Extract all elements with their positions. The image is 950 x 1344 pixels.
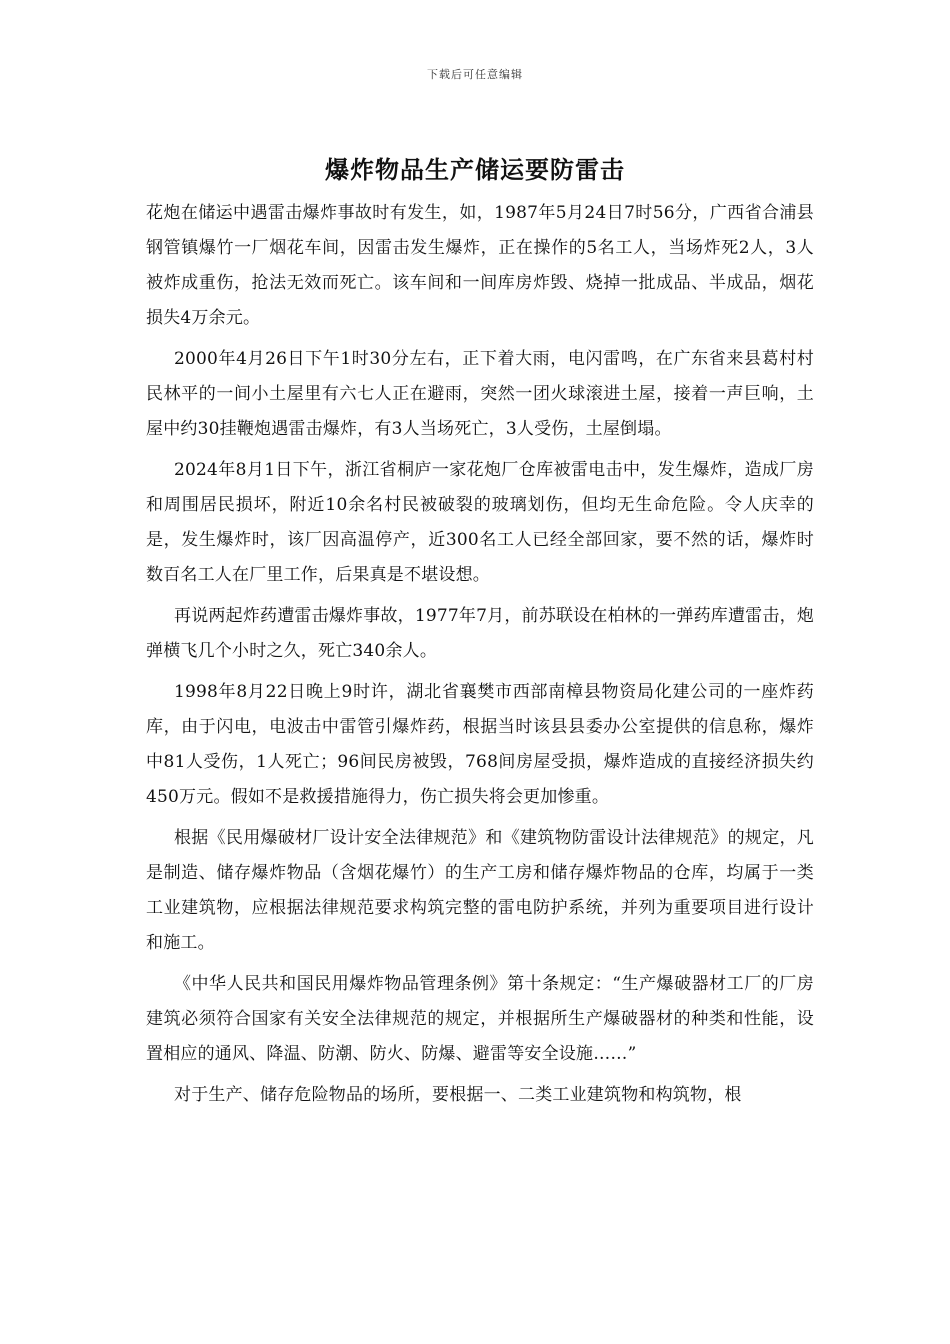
paragraph-7: 《中华人民共和国民用爆炸物品管理条例》第十条规定：“生产爆破器材工厂的厂房建筑必须符合国家有关安全法律规范的规定，并根据所生产爆破器材的种类和性能，设置相应的通风、降温、防潮、防火、防爆、避雷等安全设施……” — [146, 974, 814, 1064]
header-note: 下载后可任意编辑 — [427, 68, 523, 81]
document-title: 爆炸物品生产储运要防雷击 — [325, 155, 625, 184]
paragraph-6: 根据《民用爆破材厂设计安全法律规范》和《建筑物防雷设计法律规范》的规定，凡是制造、储存爆炸物品（含烟花爆竹）的生产工房和储存爆炸物品的仓库，均属于一类工业建筑物，应根据法律规范要求构筑完整的雷电防护系统，并列为重要项目进行设计和施工。 — [146, 828, 814, 953]
paragraph-1: 花炮在储运中遇雷击爆炸事故时有发生，如，1987年5月24日7时56分，广西省合浦县钢管镇爆竹一厂烟花车间，因雷击发生爆炸，正在操作的5名工人，当场炸死2人，3人被炸成重伤，抢法无效而死亡。该车间和一间库房炸毁、烧掉一批成品、半成品，烟花损失4万余元。 — [146, 203, 814, 328]
paragraph-3: 2024年8月1日下午，浙江省桐庐一家花炮厂仓库被雷电击中，发生爆炸，造成厂房和周围居民损坏，附近10余名村民被破裂的玻璃划伤，但均无生命危险。令人庆幸的是，发生爆炸时，该厂因高温停产，近300名工人已经全部回家，要不然的话，爆炸时数百名工人在厂里工作，后果真是不堪设想。 — [146, 460, 814, 585]
paragraph-2: 2000年4月26日下午1时30分左右，正下着大雨，电闪雷鸣，在广东省来县葛村村民林平的一间小土屋里有六七人正在避雨，突然一团火球滚进土屋，接着一声巨响，土屋中约30挂鞭炮遇雷击爆炸，有3人当场死亡，3人受伤，土屋倒塌。 — [146, 349, 814, 439]
document-body — [146, 196, 814, 1119]
paragraph-5: 1998年8月22日晚上9时许，湖北省襄樊市西部南樟县物资局化建公司的一座炸药库，由于闪电，电波击中雷管引爆炸药，根据当时该县县委办公室提供的信息称，爆炸中81人受伤，1人死亡；96间民房被毁，768间房屋受损，爆炸造成的直接经济损失约450万元。假如不是救援措施得力，伤亡损失将会更加惨重。 — [146, 682, 814, 807]
paragraph-8: 对于生产、储存危险物品的场所，要根据一、二类工业建筑物和构筑物，根 — [174, 1085, 742, 1105]
paragraph-4: 再说两起炸药遭雷击爆炸事故，1977年7月，前苏联设在柏林的一弹药库遭雷击，炮弹横飞几个小时之久，死亡340余人。 — [146, 606, 814, 661]
